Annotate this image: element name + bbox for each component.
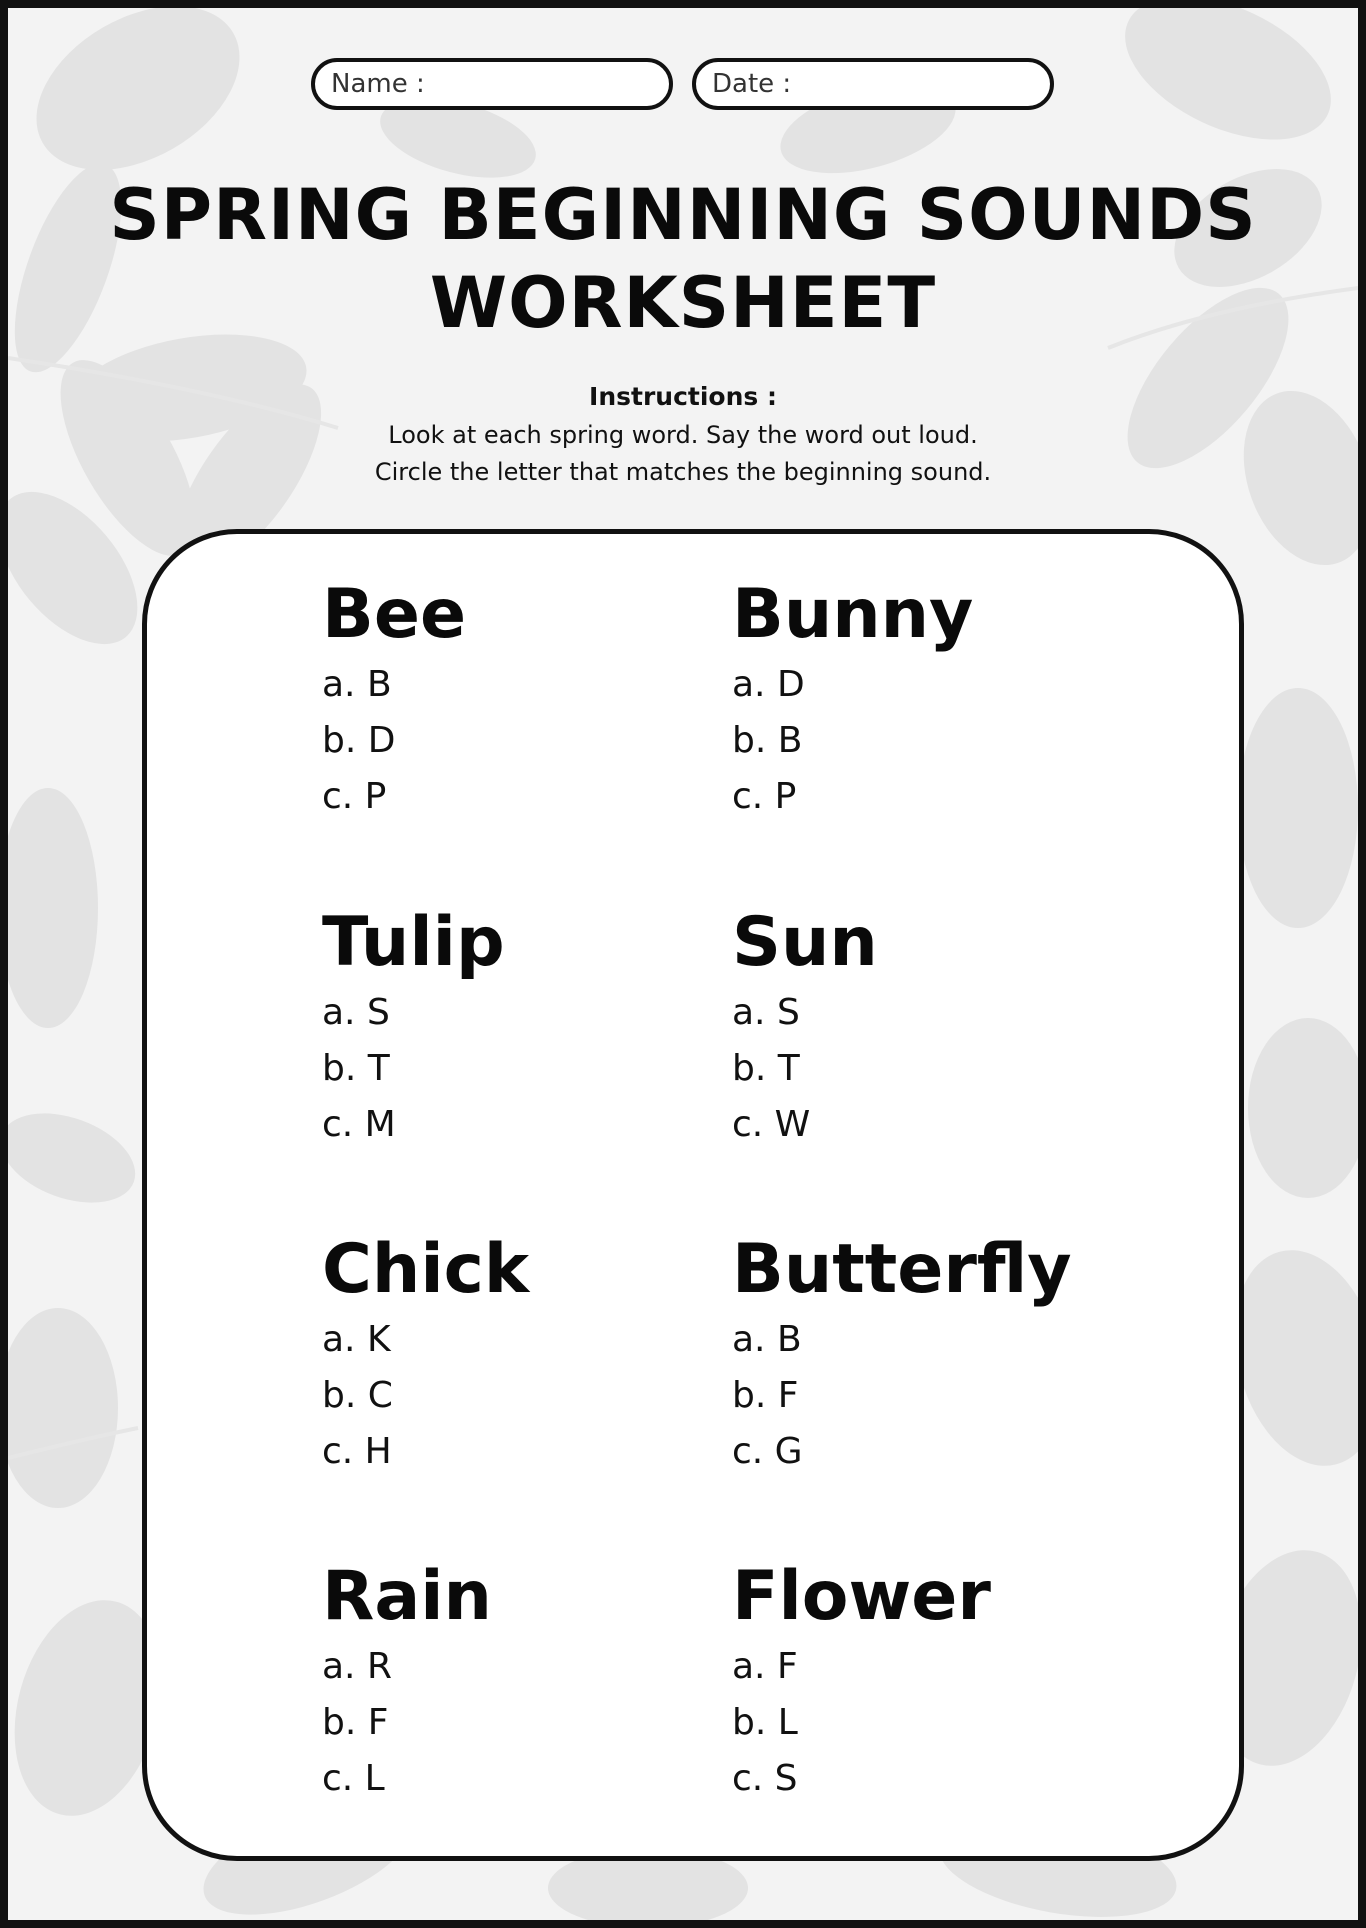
option-b[interactable]: b. T [322, 1048, 390, 1089]
option-c[interactable]: c. P [322, 776, 387, 817]
option-c[interactable]: c. S [732, 1758, 798, 1799]
option-a[interactable]: a. S [732, 992, 800, 1033]
option-c[interactable]: c. H [322, 1431, 392, 1472]
date-field[interactable] [692, 58, 1054, 110]
question-flower [732, 1557, 1092, 1807]
worksheet-title-line-2: WORKSHEET [429, 262, 937, 344]
option-c[interactable]: c. W [732, 1104, 811, 1145]
option-b[interactable]: b. F [732, 1375, 799, 1416]
question-word: Flower [732, 1557, 991, 1636]
question-word: Rain [322, 1557, 492, 1636]
question-bunny [732, 575, 1092, 825]
question-word: Chick [322, 1230, 530, 1309]
option-a[interactable]: a. R [322, 1646, 392, 1687]
question-sun [732, 903, 1092, 1153]
option-b[interactable]: b. L [732, 1702, 798, 1743]
name-field-label: Name : [331, 69, 425, 99]
question-rain [322, 1557, 682, 1807]
option-b[interactable]: b. T [732, 1048, 800, 1089]
option-c[interactable]: c. L [322, 1758, 385, 1799]
option-c[interactable]: c. P [732, 776, 797, 817]
name-field[interactable] [311, 58, 673, 110]
option-a[interactable]: a. F [732, 1646, 798, 1687]
question-word: Tulip [322, 903, 505, 982]
option-b[interactable]: b. D [322, 720, 396, 761]
option-b[interactable]: b. C [322, 1375, 393, 1416]
option-a[interactable]: a. B [732, 1319, 802, 1360]
option-c[interactable]: c. M [322, 1104, 396, 1145]
instruction-line-1: Look at each spring word. Say the word out loud. [388, 421, 978, 449]
question-tulip [322, 903, 682, 1153]
question-word: Bunny [732, 575, 974, 654]
option-c[interactable]: c. G [732, 1431, 803, 1472]
question-word: Butterfly [732, 1230, 1072, 1309]
option-a[interactable]: a. B [322, 664, 392, 705]
worksheet-title-line-1: SPRING BEGINNING SOUNDS [109, 174, 1257, 256]
instructions-heading: Instructions : [589, 382, 777, 411]
option-b[interactable]: b. B [732, 720, 803, 761]
option-b[interactable]: b. F [322, 1702, 389, 1743]
question-bee [322, 575, 682, 825]
option-a[interactable]: a. S [322, 992, 390, 1033]
question-word: Sun [732, 903, 878, 982]
question-butterfly [732, 1230, 1092, 1480]
instruction-line-2: Circle the letter that matches the beginning sound. [374, 458, 992, 486]
question-chick [322, 1230, 682, 1480]
question-word: Bee [322, 575, 467, 654]
option-a[interactable]: a. K [322, 1319, 391, 1360]
option-a[interactable]: a. D [732, 664, 805, 705]
date-field-label: Date : [712, 69, 792, 99]
